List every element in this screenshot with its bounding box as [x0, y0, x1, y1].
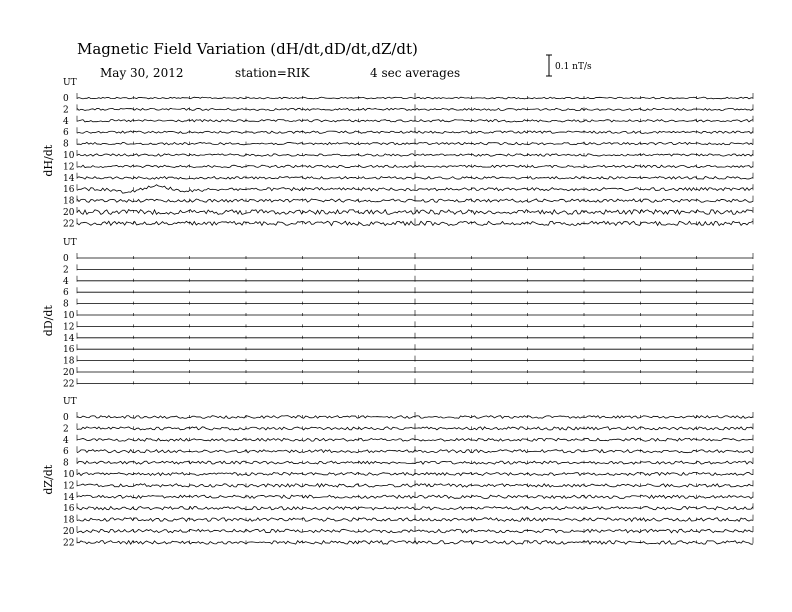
hour-label: 20: [63, 527, 75, 537]
component-label: dH/dt: [42, 144, 55, 177]
hour-label: 20: [63, 208, 75, 218]
component-label: dZ/dt: [42, 464, 55, 495]
hour-label: 10: [63, 311, 75, 321]
hour-label: 22: [63, 219, 75, 230]
hour-label: 2: [63, 424, 69, 435]
hour-label: 12: [63, 162, 75, 173]
hour-label: 16: [63, 504, 75, 515]
hour-label: 4: [63, 435, 69, 446]
hour-label: 8: [63, 139, 69, 150]
hour-label: 4: [63, 116, 69, 127]
panel-dD-dt: [42, 238, 753, 389]
hour-label: 4: [63, 276, 69, 287]
hour-label: 20: [63, 368, 75, 378]
hour-label: 6: [63, 128, 69, 139]
date-label: May 30, 2012: [100, 66, 184, 80]
panels: [42, 78, 753, 548]
hour-label: 6: [63, 288, 69, 299]
hour-label: 14: [63, 333, 75, 344]
station-label: station=RIK: [235, 66, 310, 80]
hour-label: 16: [63, 345, 75, 356]
hour-label: 18: [63, 196, 75, 207]
hour-label: 2: [63, 105, 69, 116]
hour-label: 22: [63, 538, 75, 549]
hour-label: 12: [63, 322, 75, 333]
averaging-label: 4 sec averages: [370, 66, 461, 80]
hour-label: 2: [63, 265, 69, 276]
panel-dH-dt: [42, 78, 753, 229]
hour-label: 12: [63, 481, 75, 492]
hour-label: 14: [63, 173, 75, 184]
hour-label: 6: [63, 447, 69, 458]
hour-label: 16: [63, 185, 75, 196]
hour-label: 10: [63, 151, 75, 161]
hour-label: 0: [63, 254, 69, 264]
scale-bar-label: 0.1 nT/s: [555, 62, 592, 72]
scale-bar: [546, 55, 592, 76]
hour-label: 0: [63, 413, 69, 423]
hour-label: 8: [63, 458, 69, 469]
ut-label: UT: [63, 78, 77, 88]
hour-label: 18: [63, 356, 75, 367]
hour-label: 8: [63, 299, 69, 310]
panel-dZ-dt: [42, 397, 753, 548]
ut-label: UT: [63, 397, 77, 407]
hour-label: 10: [63, 470, 75, 480]
chart-title: Magnetic Field Variation (dH/dt,dD/dt,dZ/dt): [77, 40, 418, 58]
hour-label: 14: [63, 492, 75, 503]
hour-label: 22: [63, 379, 75, 390]
hour-label: 0: [63, 94, 69, 104]
component-label: dD/dt: [42, 305, 55, 337]
ut-label: UT: [63, 238, 77, 248]
hour-label: 18: [63, 515, 75, 526]
